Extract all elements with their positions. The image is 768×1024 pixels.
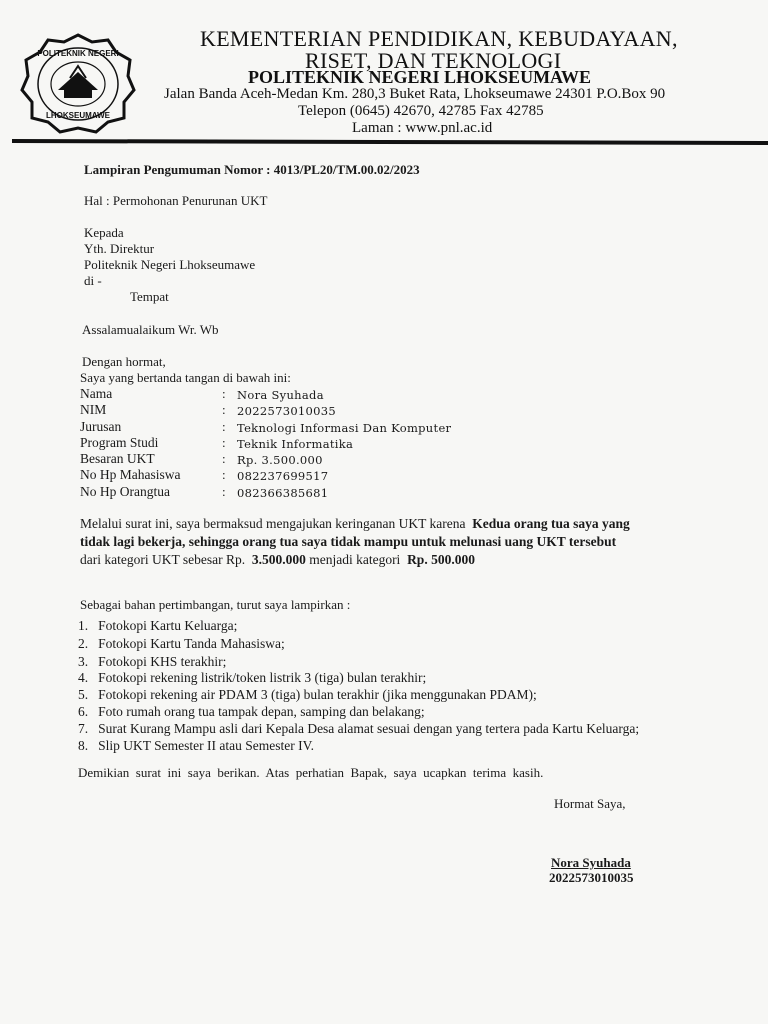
closing-sentence: Demikian surat ini saya berikan. Atas perhatian Bapak, saya ucapkan terima kasih. xyxy=(78,765,544,780)
field-colon: : xyxy=(222,402,226,417)
field-colon: : xyxy=(222,386,226,401)
annex-reference: Lampiran Pengumuman Nomor : 4013/PL20/TM.00.02/2023 xyxy=(84,162,420,177)
list-number: 4. xyxy=(78,670,89,685)
field-value: 2022573010035 xyxy=(237,404,337,418)
field-value: 082366385681 xyxy=(237,486,329,500)
list-text: Slip UKT Semester II atau Semester IV. xyxy=(98,738,314,753)
list-item xyxy=(78,738,314,754)
reason-amount-old: 3.500.000 xyxy=(251,552,306,567)
field-colon: : xyxy=(222,451,226,466)
list-number: 6. xyxy=(78,704,89,719)
intro-text: Saya yang bertanda tangan di bawah ini: xyxy=(80,370,291,385)
recipient-org: Politeknik Negeri Lhokseumawe xyxy=(84,257,256,272)
list-number: 7. xyxy=(78,721,89,736)
list-number: 5. xyxy=(78,687,89,702)
list-item xyxy=(78,704,425,720)
field-value: 082237699517 xyxy=(237,469,329,483)
list-item xyxy=(78,618,237,634)
recipient-di: di - xyxy=(84,273,102,288)
reason-line-2: tidak lagi bekerja, sehingga orang tua saya tidak mampu untuk melunasi uang UKT tersebut xyxy=(80,534,617,549)
signer-name: Nora Syuhada xyxy=(551,855,631,870)
school-address: Jalan Banda Aceh-Medan Km. 280,3 Buket Rata, Lhokseumawe 24301 P.O.Box 90 xyxy=(164,86,666,102)
reason-highlight: Kedua orang tua saya yang xyxy=(472,516,630,531)
list-text: Fotokopi Kartu Keluarga; xyxy=(98,618,238,633)
list-item xyxy=(78,654,226,670)
recipient-title: Yth. Direktur xyxy=(84,241,155,256)
greeting: Dengan hormat, xyxy=(82,354,166,369)
letterhead-divider xyxy=(12,139,768,145)
list-number: 3. xyxy=(78,654,89,669)
field-label: No Hp Orangtua xyxy=(80,484,170,499)
list-text: Fotokopi rekening air PDAM 3 (tiga) bulan terakhir (jika menggunakan PDAM); xyxy=(98,687,537,702)
salutation: Assalamualaikum Wr. Wb xyxy=(82,322,219,337)
recipient-place: Tempat xyxy=(130,289,169,304)
field-label: NIM xyxy=(80,402,107,417)
list-item xyxy=(78,687,537,703)
regards: Hormat Saya, xyxy=(554,796,626,811)
field-label: Program Studi xyxy=(80,435,159,450)
logo-bottom-text: LHOKSEUMAWE xyxy=(46,111,110,120)
field-value: Nora Syuhada xyxy=(237,388,324,402)
reason-text: Melalui surat ini, saya bermaksud mengajukan keringanan UKT karena xyxy=(80,516,466,531)
reason-text: menjadi kategori xyxy=(309,552,401,567)
signer-nim: 2022573010035 xyxy=(549,870,634,885)
list-number: 1. xyxy=(78,618,89,633)
field-label: Nama xyxy=(80,386,113,401)
list-item xyxy=(78,636,285,652)
ministry-name-line1: KEMENTERIAN PENDIDIKAN, KEBUDAYAAN, xyxy=(200,26,678,51)
school-name: POLITEKNIK NEGERI LHOKSEUMAWE xyxy=(248,67,592,87)
list-text: Foto rumah orang tua tampak depan, samping dan belakang; xyxy=(98,704,425,719)
field-label: Besaran UKT xyxy=(80,451,155,466)
list-text: Fotokopi KHS terakhir; xyxy=(98,654,227,669)
field-value: Teknik Informatika xyxy=(237,437,354,451)
list-text: Fotokopi Kartu Tanda Mahasiswa; xyxy=(98,636,285,651)
reason-line-1 xyxy=(80,516,630,532)
list-item xyxy=(78,721,639,737)
list-text: Surat Kurang Mampu asli dari Kepala Desa alamat sesuai dengan yang tertera pada Kartu Keluarga; xyxy=(98,721,640,736)
recipient-intro: Kepada xyxy=(84,225,124,240)
field-colon: : xyxy=(222,484,226,499)
institution-logo xyxy=(20,32,136,134)
list-number: 8. xyxy=(78,738,89,753)
letter-subject: Hal : Permohonan Penurunan UKT xyxy=(84,193,268,208)
attachments-intro: Sebagai bahan pertimbangan, turut saya lampirkan : xyxy=(80,597,351,612)
logo-top-text: POLITEKNIK NEGERI xyxy=(37,49,119,58)
field-colon: : xyxy=(222,467,226,482)
school-phone: Telepon (0645) 42670, 42785 Fax 42785 xyxy=(298,103,544,119)
field-value: Teknologi Informasi Dan Komputer xyxy=(237,421,452,435)
reason-line-3 xyxy=(80,552,475,568)
field-colon: : xyxy=(222,435,226,450)
reason-text: dari kategori UKT sebesar Rp. xyxy=(80,552,246,567)
field-colon: : xyxy=(222,419,226,434)
reason-amount-new: Rp. 500.000 xyxy=(407,552,475,567)
school-website: Laman : www.pnl.ac.id xyxy=(352,120,493,136)
list-number: 2. xyxy=(78,636,89,651)
field-label: Jurusan xyxy=(80,419,122,434)
list-text: Fotokopi rekening listrik/token listrik 3 (tiga) bulan terakhir; xyxy=(98,670,427,685)
field-label: No Hp Mahasiswa xyxy=(80,467,181,482)
ministry-name-line2: RISET, DAN TEKNOLOGI xyxy=(305,48,562,73)
field-value: Rp. 3.500.000 xyxy=(237,453,323,467)
list-item xyxy=(78,670,426,686)
